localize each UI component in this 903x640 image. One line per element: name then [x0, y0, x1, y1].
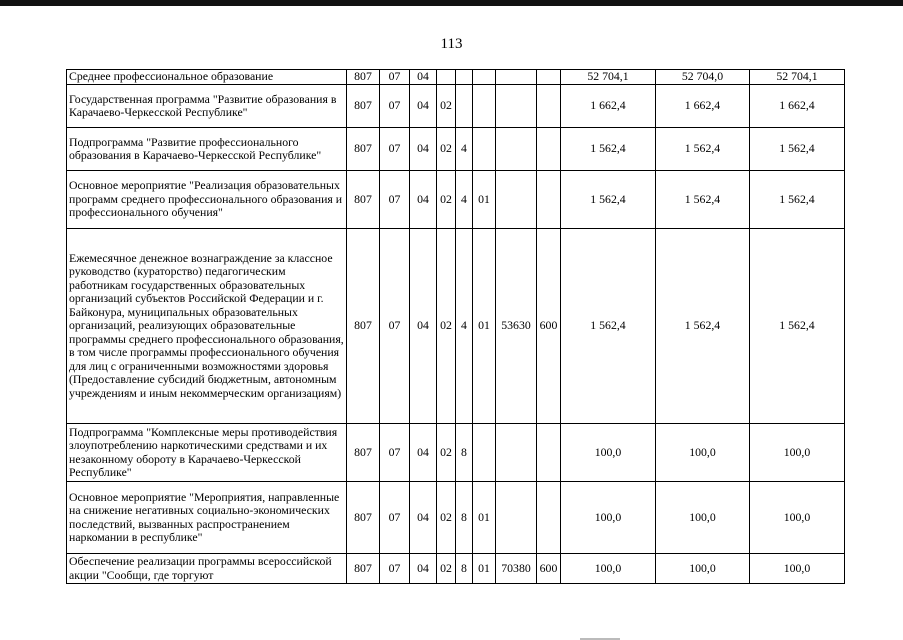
amount-year-2: 1 662,4 [656, 85, 750, 128]
amount-year-2: 100,0 [656, 482, 750, 554]
subprogram-code [456, 85, 473, 128]
ved-code: 807 [347, 70, 380, 85]
program-code: 02 [437, 424, 456, 482]
amount-year-1: 1 662,4 [561, 85, 656, 128]
expense-type-code [537, 70, 561, 85]
table-row [67, 171, 845, 229]
page-number: 113 [440, 36, 463, 52]
amount-year-1: 52 704,1 [561, 70, 656, 85]
subsection-code: 04 [410, 482, 437, 554]
ved-code: 807 [347, 171, 380, 229]
subprogram-code: 4 [456, 229, 473, 424]
amount-year-3: 100,0 [750, 554, 845, 584]
ved-code: 807 [347, 229, 380, 424]
direction-code [496, 70, 537, 85]
subprogram-code: 8 [456, 482, 473, 554]
amount-year-1: 100,0 [561, 482, 656, 554]
section-code: 07 [380, 482, 410, 554]
program-code [437, 70, 456, 85]
ved-code: 807 [347, 85, 380, 128]
table-row [67, 424, 845, 482]
table-row [67, 229, 845, 424]
direction-code [496, 171, 537, 229]
table-row [67, 70, 845, 85]
activity-code [473, 128, 496, 171]
budget-table [66, 69, 845, 584]
amount-year-1: 100,0 [561, 554, 656, 584]
amount-year-3: 52 704,1 [750, 70, 845, 85]
program-code: 02 [437, 171, 456, 229]
direction-code [496, 128, 537, 171]
ved-code: 807 [347, 554, 380, 584]
section-code: 07 [380, 229, 410, 424]
subsection-code: 04 [410, 85, 437, 128]
row-name: Обеспечение реализации программы всероссийской акции "Сообщи, где торгуют [67, 554, 347, 584]
section-code: 07 [380, 85, 410, 128]
expense-type-code: 600 [537, 554, 561, 584]
row-name: Подпрограмма "Комплексные меры противодействия злоупотреблению наркотическими средствами и их незаконному обороту в Карачаево-Черкесской Республике" [67, 424, 347, 482]
activity-code: 01 [473, 482, 496, 554]
row-name: Среднее профессиональное образование [67, 70, 347, 85]
amount-year-2: 100,0 [656, 554, 750, 584]
ved-code: 807 [347, 482, 380, 554]
subsection-code: 04 [410, 554, 437, 584]
program-code: 02 [437, 554, 456, 584]
ved-code: 807 [347, 128, 380, 171]
amount-year-1: 100,0 [561, 424, 656, 482]
row-name: Государственная программа "Развитие образования в Карачаево-Черкесской Республике" [67, 85, 347, 128]
amount-year-1: 1 562,4 [561, 171, 656, 229]
expense-type-code: 600 [537, 229, 561, 424]
subsection-code: 04 [410, 128, 437, 171]
amount-year-3: 1 562,4 [750, 171, 845, 229]
section-code: 07 [380, 424, 410, 482]
program-code: 02 [437, 229, 456, 424]
table-row [67, 482, 845, 554]
expense-type-code [537, 85, 561, 128]
amount-year-1: 1 562,4 [561, 229, 656, 424]
subprogram-code: 8 [456, 554, 473, 584]
section-code: 07 [380, 70, 410, 85]
subsection-code: 04 [410, 70, 437, 85]
subsection-code: 04 [410, 424, 437, 482]
amount-year-1: 1 562,4 [561, 128, 656, 171]
activity-code [473, 85, 496, 128]
amount-year-3: 1 662,4 [750, 85, 845, 128]
row-name: Основное мероприятие "Реализация образовательных программ среднего профессионального образования и профессионального обучения" [67, 171, 347, 229]
subprogram-code: 8 [456, 424, 473, 482]
expense-type-code [537, 424, 561, 482]
activity-code: 01 [473, 171, 496, 229]
subprogram-code [456, 70, 473, 85]
program-code: 02 [437, 128, 456, 171]
expense-type-code [537, 171, 561, 229]
subsection-code: 04 [410, 229, 437, 424]
subprogram-code: 4 [456, 128, 473, 171]
subprogram-code: 4 [456, 171, 473, 229]
direction-code [496, 85, 537, 128]
activity-code [473, 70, 496, 85]
direction-code [496, 482, 537, 554]
table-row [67, 554, 845, 584]
ved-code: 807 [347, 424, 380, 482]
amount-year-2: 1 562,4 [656, 171, 750, 229]
amount-year-3: 1 562,4 [750, 128, 845, 171]
row-name: Ежемесячное денежное вознаграждение за классное руководство (кураторство) педагогическим работникам государственных образовательных организаций субъектов Российской Федерации и г. Байконура, муниципальных образовательных организаций, реализующих образовательные программы среднего профессионального образования, в том числе программы профессионального обучения для лиц с ограниченными возможностями здоровья (Предоставление субсидий бюджетным, автономным учреждениям и иным некоммерческим организациям) [67, 229, 347, 424]
amount-year-3: 1 562,4 [750, 229, 845, 424]
top-rule [0, 0, 903, 6]
activity-code: 01 [473, 554, 496, 584]
amount-year-2: 52 704,0 [656, 70, 750, 85]
amount-year-3: 100,0 [750, 424, 845, 482]
program-code: 02 [437, 85, 456, 128]
direction-code: 70380 [496, 554, 537, 584]
activity-code: 01 [473, 229, 496, 424]
activity-code [473, 424, 496, 482]
row-name: Подпрограмма "Развитие профессионального образования в Карачаево-Черкесской Республике" [67, 128, 347, 171]
table-row [67, 85, 845, 128]
amount-year-3: 100,0 [750, 482, 845, 554]
program-code: 02 [437, 482, 456, 554]
row-name: Основное мероприятие "Мероприятия, направленные на снижение негативных социально-экономических последствий, вызванных распространением наркомании в республике" [67, 482, 347, 554]
amount-year-2: 1 562,4 [656, 229, 750, 424]
direction-code: 53630 [496, 229, 537, 424]
expense-type-code [537, 128, 561, 171]
table-row [67, 128, 845, 171]
amount-year-2: 100,0 [656, 424, 750, 482]
expense-type-code [537, 482, 561, 554]
amount-year-2: 1 562,4 [656, 128, 750, 171]
subsection-code: 04 [410, 171, 437, 229]
section-code: 07 [380, 554, 410, 584]
section-code: 07 [380, 171, 410, 229]
direction-code [496, 424, 537, 482]
section-code: 07 [380, 128, 410, 171]
